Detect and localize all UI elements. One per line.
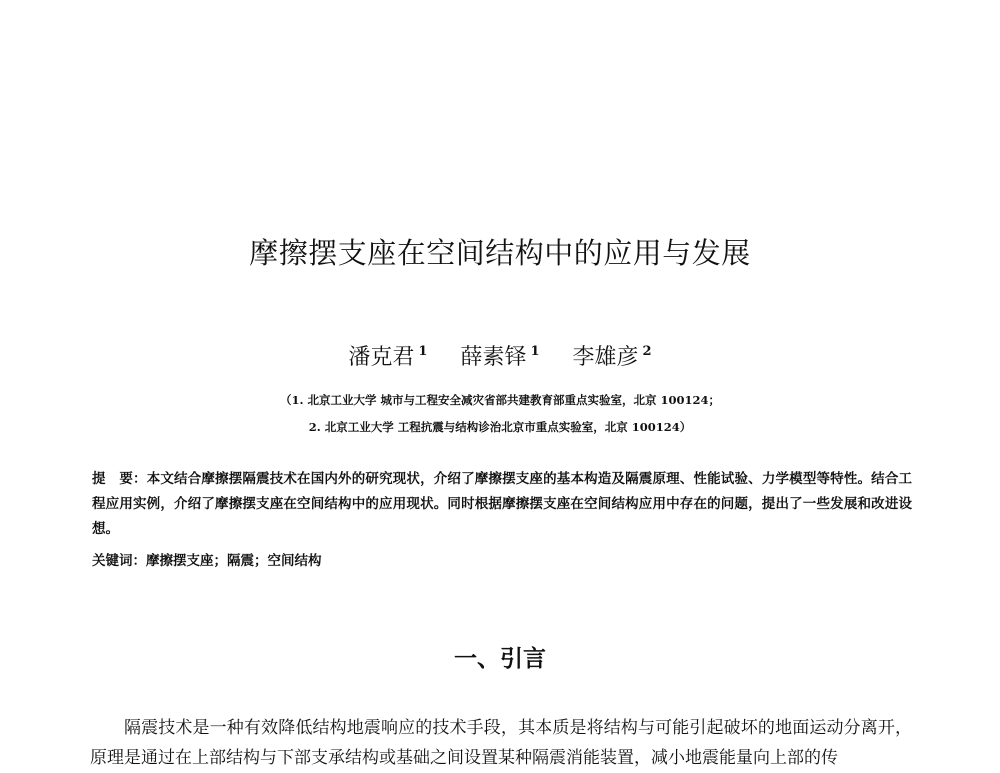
- author: [573, 340, 652, 371]
- body-paragraph: 隔震技术是一种有效降低结构地震响应的技术手段，其本质是将结构与可能引起破坏的地面运动分离开，原理是通过在上部结构与下部支承结构或基础之间设置某种隔震消能装置，减小地震能量向上部的传: [90, 718, 912, 768]
- abstract: [92, 467, 912, 542]
- author-affiliation-mark: 1: [418, 344, 428, 359]
- author: [348, 340, 427, 371]
- author-name: 薛素铎: [460, 345, 527, 370]
- author-affiliation-mark: 2: [642, 344, 652, 359]
- affiliation-line: （1. 北京工业大学 城市与工程安全减灾省部共建教育部重点实验室，北京 100124；: [279, 393, 721, 407]
- section-heading: 一、引言: [454, 646, 546, 672]
- paper-title: 摩擦摆支座在空间结构中的应用与发展: [249, 236, 751, 270]
- author-affiliation-mark: 1: [530, 344, 540, 359]
- keywords: [92, 551, 912, 571]
- affiliation-line: 2. 北京工业大学 工程抗震与结构诊治北京市重点实验室，北京 100124）: [308, 420, 692, 434]
- abstract-label: 提 要：: [92, 471, 147, 487]
- keywords-text: 摩擦摆支座；隔震；空间结构: [146, 553, 322, 569]
- author-name: 李雄彦: [572, 345, 639, 370]
- author: [460, 340, 539, 371]
- author-name: 潘克君: [348, 345, 415, 370]
- abstract-text: 本文结合摩擦摆隔震技术在国内外的研究现状，介绍了摩擦摆支座的基本构造及隔震原理、性能试验、力学模型等特性。结合工程应用实例，介绍了摩擦摆支座在空间结构中的应用现状。同时根据摩擦摆支座在空间结构应用中存在的问题，提出了一些发展和改进设想。: [92, 471, 913, 537]
- keywords-label: 关键词：: [92, 553, 146, 569]
- author-list: [0, 340, 1000, 371]
